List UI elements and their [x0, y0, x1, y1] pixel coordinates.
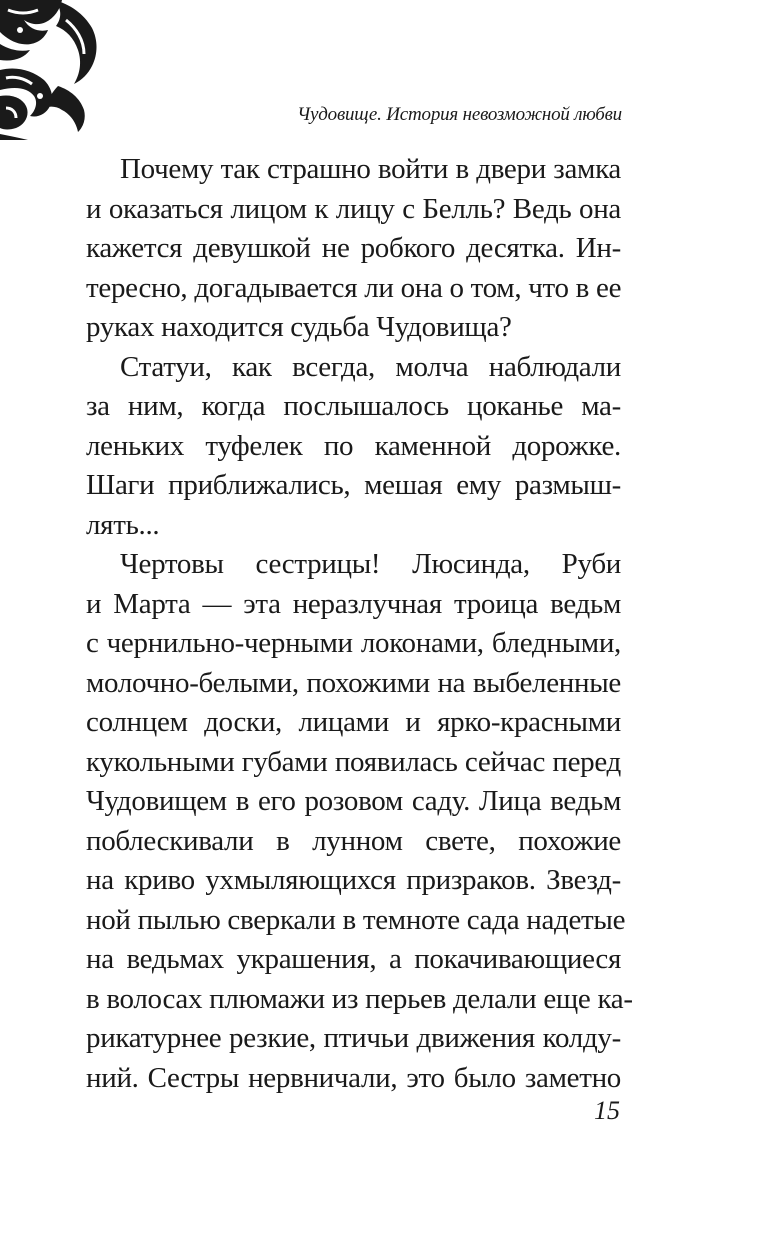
- text-line: Статуи, как всегда, молча наблюдали: [120, 350, 621, 383]
- text-line: солнцем доски, лицами и ярко-красными: [86, 706, 621, 738]
- text-line: молочно-белыми, похожими на выбеленные: [86, 666, 621, 699]
- text-line: рикатурнее резкие, птичьи движения колду-: [86, 1022, 621, 1054]
- decorative-corner-ornament-icon: [0, 0, 110, 140]
- text-line: ной пылью сверкали в темноте сада надетые: [86, 903, 626, 936]
- text-line: Чудовищем в его розовом саду. Лица ведьм: [86, 785, 621, 817]
- text-line: Чертовы сестрицы! Люсинда, Руби: [120, 548, 621, 580]
- text-line: с чернильно-черными локонами, бледными,: [86, 627, 621, 659]
- text-line: на ведьмах украшения, а покачивающиеся: [86, 943, 621, 975]
- text-line: поблескивали в лунном свете, похожие: [86, 824, 621, 857]
- text-line: кажется девушкой не робкого десятка. Ин-: [86, 232, 621, 264]
- text-line: в волосах плюмажи из перьев делали еще ка-: [86, 982, 633, 1015]
- page-number: 15: [594, 1096, 620, 1125]
- text-line: кукольными губами появилась сейчас перед: [86, 745, 621, 778]
- text-line: ний. Сестры нервничали, это было заметно: [86, 1061, 621, 1094]
- text-line: лять...: [86, 508, 160, 541]
- text-line: Почему так страшно войти в двери замка: [120, 153, 621, 185]
- text-line: на криво ухмыляющихся призраков. Звезд-: [86, 864, 621, 896]
- text-line: и Марта — эта неразлучная троица ведьм: [86, 587, 621, 620]
- text-line: и оказаться лицом к лицу с Белль? Ведь она: [86, 192, 621, 225]
- running-header: Чудовище. История невозможной любви: [297, 104, 622, 125]
- text-line: руках находится судьба Чудовища?: [86, 311, 512, 343]
- body-text: [86, 150, 633, 1098]
- text-line: леньких туфелек по каменной дорожке.: [86, 429, 621, 462]
- text-line: за ним, когда послышалось цоканье ма-: [86, 390, 621, 422]
- text-line: тересно, догадывается ли она о том, что в ее: [86, 271, 622, 304]
- text-line: Шаги приближались, мешая ему размыш-: [86, 469, 621, 501]
